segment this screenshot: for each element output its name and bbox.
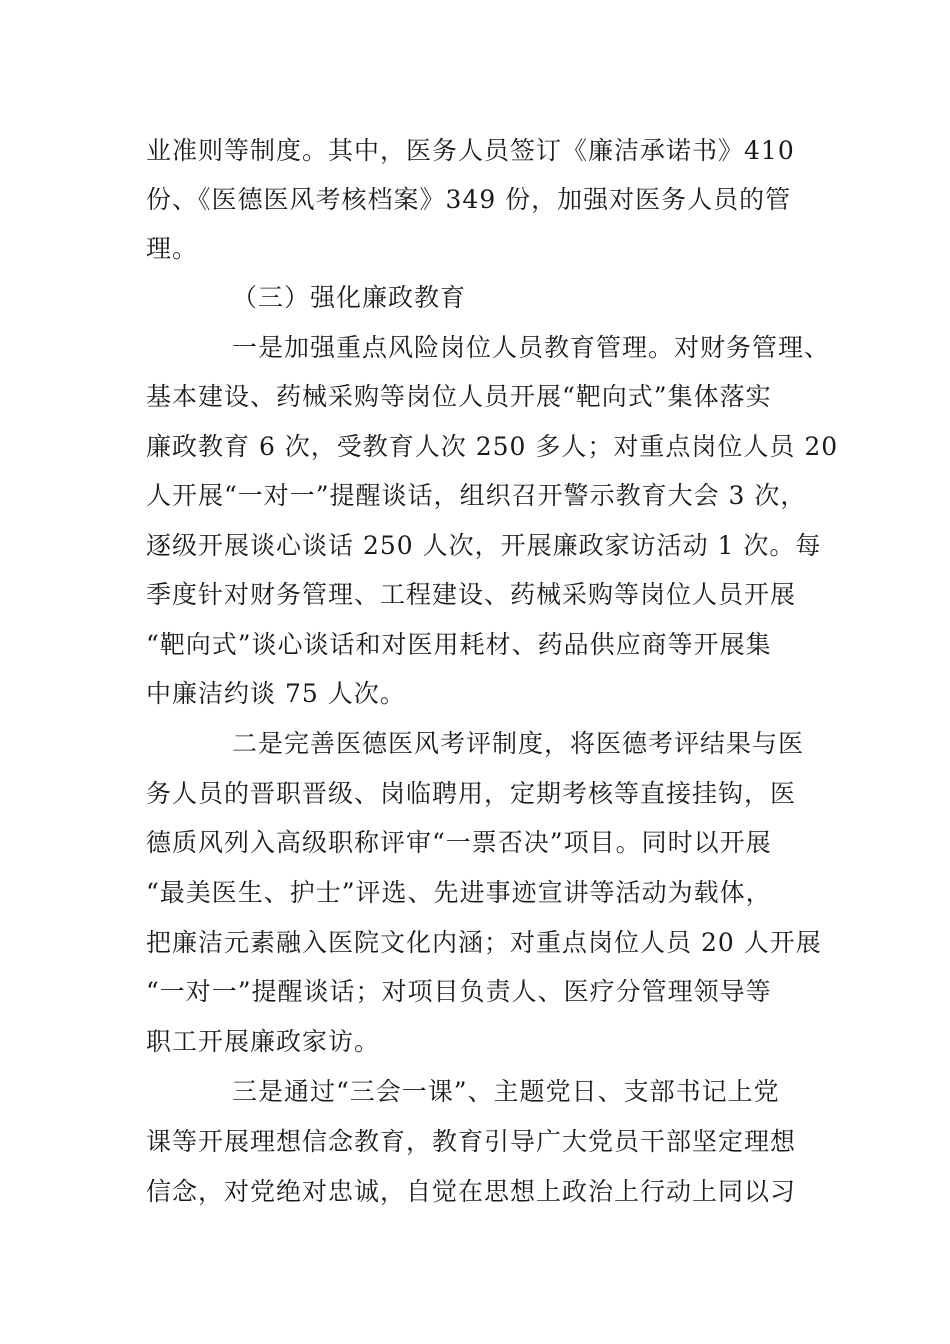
text-line: 把廉洁元素融入医院文化内涵；对重点岗位人员 20 人开展 <box>146 928 822 957</box>
text-line: 人开展“一对一”提醒谈话，组织召开警示教育大会 3 次， <box>146 481 807 510</box>
text-line: 德质风列入高级职称评审“一票否决”项目。同时以开展 <box>146 828 772 857</box>
text-line: “靶向式”谈心谈话和对医用耗材、药品供应商等开展集 <box>146 630 772 659</box>
text-line: 二是完善医德医风考评制度，将医德考评结果与医 <box>232 729 805 758</box>
text-line: 业准则等制度。其中，医务人员签订《廉洁承诺书》410 <box>146 136 795 165</box>
text-line: 务人员的晋职晋级、岗临聘用，定期考核等直接挂钩，医 <box>146 779 797 808</box>
text-line: 理。 <box>146 234 199 263</box>
text-line: 基本建设、药械采购等岗位人员开展“靶向式”集体落实 <box>146 382 772 411</box>
text-line: 逐级开展谈心谈话 250 人次，开展廉政家访活动 1 次。每 <box>146 531 822 560</box>
text-line: 职工开展廉政家访。 <box>146 1027 381 1056</box>
text-line: 廉政教育 6 次，受教育人次 250 多人；对重点岗位人员 20 <box>146 432 839 461</box>
text-line: 中廉洁约谈 75 人次。 <box>146 679 406 708</box>
text-line: 份、《医德医风考核档案》349 份，加强对医务人员的管 <box>146 185 792 214</box>
section-heading: （三）强化廉政教育 <box>232 283 467 312</box>
text-line: “最美医生、护士”评选、先进事迹宣讲等活动为载体， <box>146 878 772 907</box>
text-line: 一是加强重点风险岗位人员教育管理。对财务管理、 <box>232 333 831 362</box>
text-line: 课等开展理想信念教育，教育引导广大党员干部坚定理想 <box>146 1127 797 1156</box>
text-line: 季度针对财务管理、工程建设、药械采购等岗位人员开展 <box>146 580 797 609</box>
text-line: 信念，对党绝对忠诚，自觉在思想上政治上行动上同以习 <box>146 1177 797 1206</box>
text-line: 三是通过“三会一课”、主题党日、支部书记上党 <box>232 1077 780 1106</box>
text-line: “一对一”提醒谈话；对项目负责人、医疗分管理领导等 <box>146 977 772 1006</box>
